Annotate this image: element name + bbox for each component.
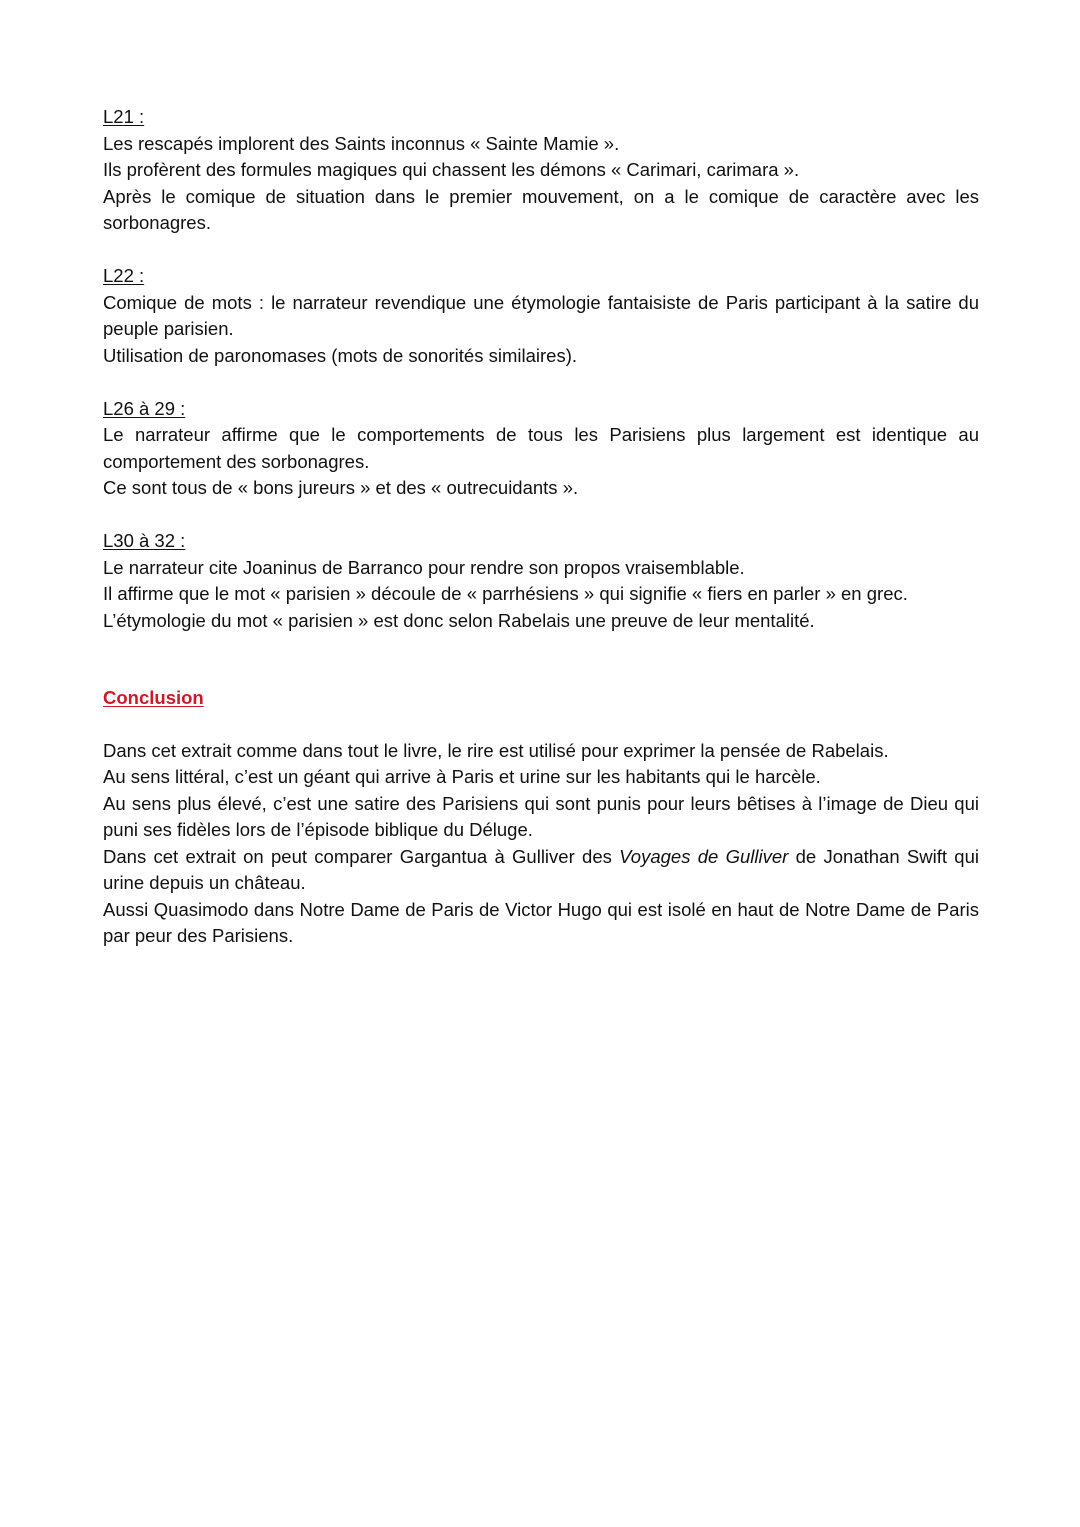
- paragraph-line: Le narrateur cite Joaninus de Barranco pour rendre son propos vraisemblable.: [103, 556, 745, 578]
- paragraph-line: Utilisation de paronomases (mots de sonorités similaires).: [103, 344, 577, 366]
- book-title-italic: Voyages de Gulliver: [619, 845, 789, 867]
- paragraph-line: L’étymologie du mot « parisien » est donc selon Rabelais une preuve de leur mentalité.: [103, 609, 815, 631]
- section-l30-32: [103, 528, 979, 634]
- paragraph-line: Au sens littéral, c’est un géant qui arrive à Paris et urine sur les habitants qui le harcèle.: [103, 766, 821, 787]
- document-page: [103, 104, 979, 950]
- section-heading: L21 :: [103, 106, 145, 127]
- conclusion-section: [103, 661, 979, 950]
- paragraph-line: Au sens plus élevé, c’est une satire des Parisiens qui sont punis pour leurs bêtises à l’image de Dieu qui puni ses fidèles lors de l’épisode biblique du Déluge.: [103, 792, 979, 840]
- section-l26-29: [103, 396, 979, 502]
- conclusion-heading: Conclusion: [103, 686, 204, 708]
- paragraph-line: Après le comique de situation dans le premier mouvement, on a le comique de caractère avec les sorbonagres.: [103, 185, 979, 233]
- text-run: de Jonathan Swift qui urine depuis un château.: [103, 845, 979, 893]
- paragraph-line: Les rescapés implorent des Saints inconnus « Sainte Mamie ».: [103, 132, 620, 154]
- paragraph-line: Il affirme que le mot « parisien » découle de « parrhésiens » qui signifie « fiers en parler » en grec.: [103, 583, 908, 604]
- paragraph-line: Dans cet extrait comme dans tout le livre, le rire est utilisé pour exprimer la pensée de Rabelais.: [103, 739, 889, 761]
- paragraph-line: Ils profèrent des formules magiques qui chassent les démons « Carimari, carimara ».: [103, 159, 800, 180]
- paragraph-line: Comique de mots : le narrateur revendique une étymologie fantaisiste de Paris participant à la satire du peuple parisien.: [103, 291, 979, 339]
- text-run: Dans cet extrait on peut comparer Gargantua à Gulliver des: [103, 845, 620, 867]
- section-heading: L30 à 32 :: [103, 530, 186, 551]
- section-l21: [103, 104, 979, 237]
- section-heading: L26 à 29 :: [103, 397, 186, 419]
- paragraph-line: [103, 844, 979, 897]
- section-l22: [103, 263, 979, 369]
- paragraph-line: Ce sont tous de « bons jureurs » et des « outrecuidants ».: [103, 477, 579, 498]
- paragraph-line: Le narrateur affirme que le comportements de tous les Parisiens plus largement est identique au comportement des sorbonagres.: [103, 424, 979, 472]
- section-heading: L22 :: [103, 265, 145, 286]
- paragraph-line: Aussi Quasimodo dans Notre Dame de Paris de Victor Hugo qui est isolé en haut de Notre Dame de Paris par peur des Parisiens.: [103, 898, 979, 946]
